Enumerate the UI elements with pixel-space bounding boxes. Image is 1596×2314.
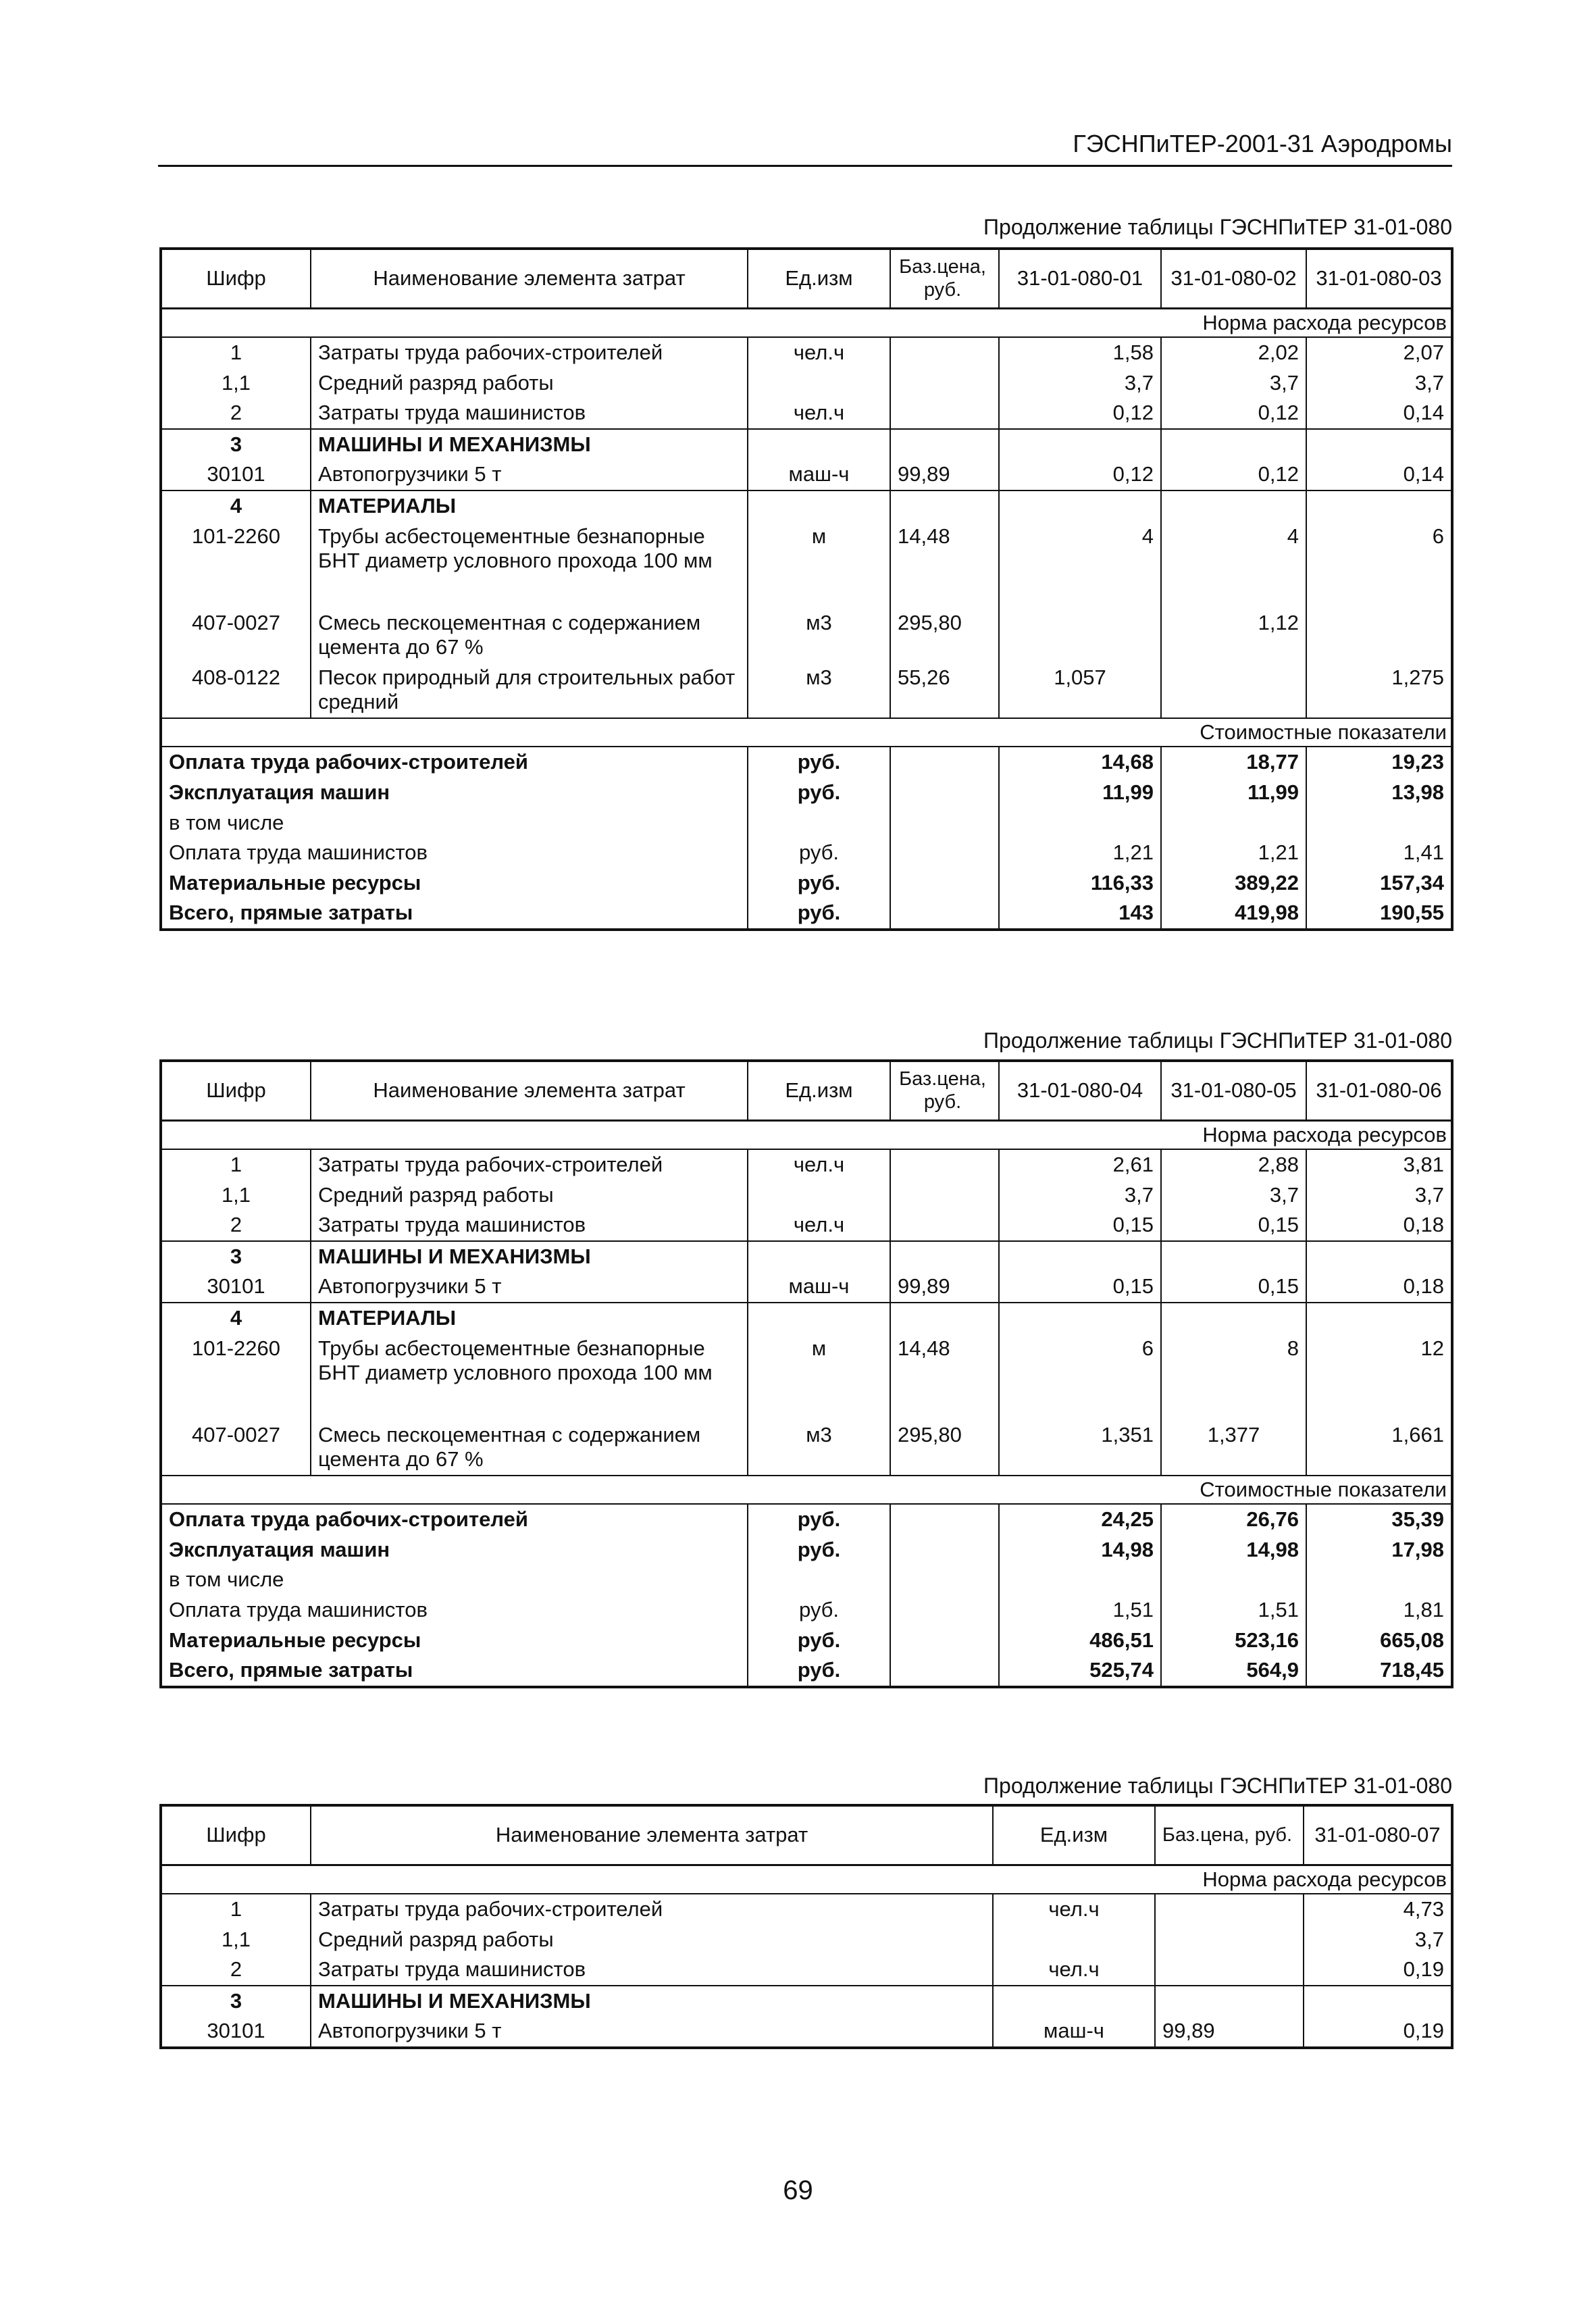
cost-label: Стоимостные показатели	[161, 718, 1452, 747]
row-value-2: 4	[1161, 522, 1306, 608]
row-value-1: 3,7	[1414, 1927, 1444, 1951]
row-value-3: 3,7	[1414, 1182, 1444, 1207]
row-code: 3	[161, 1241, 311, 1272]
cost-name: Эксплуатация машин	[161, 1535, 748, 1565]
cost-value-3: 190,55	[1380, 901, 1444, 925]
row-price	[1155, 1955, 1304, 1986]
row-code: 2	[161, 1210, 311, 1241]
row-value-2: 2,88	[1161, 1149, 1306, 1180]
row-value-2: 1,12	[1161, 608, 1306, 663]
cost-value-2: 1,21	[1161, 838, 1306, 868]
row-unit: м3	[748, 608, 890, 663]
cost-value-1: 24,25	[999, 1504, 1161, 1535]
cost-row	[161, 868, 1452, 899]
cost-value-1: 1,51	[999, 1595, 1161, 1626]
col-header-norm-6: 31-01-080-06	[1306, 1061, 1452, 1120]
cost-value-3: 19,23	[1391, 750, 1444, 774]
norm-label: Норма расхода ресурсов	[161, 1120, 1452, 1149]
row-value-2: 3,7	[1161, 368, 1306, 399]
cost-value-2: 1,51	[1161, 1595, 1306, 1626]
cost-value-3: 1,81	[1403, 1598, 1444, 1622]
row-name: Автопогрузчики 5 т	[311, 1272, 748, 1303]
cost-row	[161, 1535, 1452, 1565]
cost-row	[161, 1565, 1452, 1595]
norm-band-row	[161, 1120, 1452, 1149]
row-value-2	[1161, 663, 1306, 718]
row-value-2: 3,7	[1161, 1180, 1306, 1211]
row-value-2: 0,15	[1161, 1272, 1306, 1303]
row-value-3: 0,18	[1306, 1210, 1452, 1241]
cost-value-3: 718,45	[1380, 1658, 1444, 1682]
row-price	[890, 1180, 999, 1211]
row-value-3: 3,7	[1414, 370, 1444, 395]
cost-value-3: 13,98	[1391, 780, 1444, 805]
cost-row	[161, 838, 1452, 868]
row-value-3: 6	[1432, 524, 1444, 548]
col-header-unit: Ед.изм	[748, 249, 890, 308]
cost-name: в том числе	[161, 808, 748, 838]
row-unit: чел.ч	[748, 1149, 890, 1180]
col-header-norm-1: 31-01-080-01	[999, 249, 1161, 308]
cost-unit: руб.	[748, 838, 890, 868]
row-name: Затраты труда машинистов	[311, 1210, 748, 1241]
cost-unit: руб.	[748, 868, 890, 899]
table-header-row	[161, 1061, 1452, 1120]
row-unit: чел.ч	[748, 337, 890, 368]
cost-value-1: 525,74	[999, 1655, 1161, 1687]
row-price	[1155, 1925, 1304, 1955]
cost-unit: руб.	[748, 1655, 890, 1687]
row-code: 4	[161, 491, 311, 522]
cost-value-2: 523,16	[1161, 1626, 1306, 1656]
row-name: Средний разряд работы	[311, 368, 748, 399]
row-unit: м3	[748, 663, 890, 718]
row-price	[890, 368, 999, 399]
table-row	[161, 1334, 1452, 1420]
row-code: 1,1	[161, 1180, 311, 1211]
cost-band-row	[161, 1476, 1452, 1505]
row-unit	[748, 368, 890, 399]
row-value-1: 4,73	[1403, 1897, 1444, 1921]
section-row	[161, 1303, 1452, 1334]
row-price: 55,26	[890, 663, 999, 718]
row-code: 1	[161, 1894, 311, 1925]
row-value-1: 6	[999, 1334, 1161, 1420]
cost-band-row	[161, 718, 1452, 747]
cost-value-2: 11,99	[1161, 778, 1306, 808]
cost-value-3: 35,39	[1391, 1507, 1444, 1532]
row-unit	[748, 1180, 890, 1211]
cost-value-3: 1,41	[1403, 840, 1444, 865]
row-price: 295,80	[890, 1420, 999, 1476]
row-code: 408-0122	[161, 663, 311, 718]
row-name: Затраты труда рабочих-строителей	[311, 1149, 748, 1180]
row-value-1: 0,15	[999, 1272, 1161, 1303]
col-header-code: Шифр	[161, 249, 311, 308]
row-code: 407-0027	[161, 1420, 311, 1476]
row-code: 30101	[161, 1272, 311, 1303]
col-header-norm-4: 31-01-080-04	[999, 1061, 1161, 1120]
section-row	[161, 1986, 1452, 2017]
row-price	[890, 337, 999, 368]
row-name: Песок природный для строительных работ средний	[311, 663, 748, 718]
cost-value-2: 18,77	[1161, 747, 1306, 778]
cost-row	[161, 1504, 1452, 1535]
row-unit: м	[748, 522, 890, 608]
row-unit: чел.ч	[748, 398, 890, 429]
table-row	[161, 1210, 1452, 1241]
row-value-1	[999, 608, 1161, 663]
row-unit: чел.ч	[748, 1210, 890, 1241]
row-value-2: 0,12	[1161, 459, 1306, 491]
section-title: МАТЕРИАЛЫ	[311, 491, 748, 522]
table-row	[161, 1894, 1452, 1925]
row-price	[1155, 1894, 1304, 1925]
row-value-3: 3,81	[1403, 1153, 1444, 1177]
row-code: 1	[161, 337, 311, 368]
row-unit: маш-ч	[748, 1272, 890, 1303]
table-header-row	[161, 1805, 1452, 1865]
cost-name: Материальные ресурсы	[161, 868, 748, 899]
row-name: Затраты труда рабочих-строителей	[311, 1894, 993, 1925]
table-header-row	[161, 249, 1452, 308]
table-row	[161, 1149, 1452, 1180]
cost-value-1: 486,51	[999, 1626, 1161, 1656]
cost-value-2: 14,98	[1161, 1535, 1306, 1565]
row-name: Смесь пескоцементная с содержанием цемента до 67 %	[311, 1420, 748, 1476]
row-value-1: 3,7	[999, 368, 1161, 399]
cost-label: Стоимостные показатели	[161, 1476, 1452, 1505]
row-code: 30101	[161, 459, 311, 491]
row-value-3: 12	[1420, 1336, 1444, 1360]
table-row	[161, 1955, 1452, 1986]
row-value-3: 2,07	[1403, 341, 1444, 365]
col-header-code: Шифр	[161, 1061, 311, 1120]
row-name: Автопогрузчики 5 т	[311, 459, 748, 491]
row-unit	[993, 1925, 1155, 1955]
cost-row	[161, 808, 1452, 838]
cost-row	[161, 1595, 1452, 1626]
cost-value-2: 419,98	[1161, 898, 1306, 930]
section-title: МАТЕРИАЛЫ	[311, 1303, 748, 1334]
row-price	[890, 398, 999, 429]
row-price: 99,89	[890, 1272, 999, 1303]
row-value-3: 0,14	[1306, 398, 1452, 429]
table-row	[161, 522, 1452, 608]
row-name: Трубы асбестоцементные безнапорные БНТ диаметр условного прохода 100 мм	[311, 1334, 748, 1420]
row-code: 2	[161, 1955, 311, 1986]
row-value-1: 0,12	[999, 459, 1161, 491]
row-value-2: 8	[1161, 1334, 1306, 1420]
row-name: Смесь пескоцементная с содержанием цемента до 67 %	[311, 608, 748, 663]
cost-row	[161, 898, 1452, 930]
table-row	[161, 368, 1452, 399]
row-name: Автопогрузчики 5 т	[311, 2016, 993, 2048]
row-code: 101-2260	[161, 522, 311, 608]
resource-table-3	[159, 1804, 1453, 2049]
row-value-1: 1,351	[999, 1420, 1161, 1476]
norm-band-row	[161, 1865, 1452, 1894]
col-header-code: Шифр	[161, 1805, 311, 1865]
cost-value-3: 157,34	[1380, 870, 1444, 895]
row-name: Затраты труда машинистов	[311, 1955, 993, 1986]
col-header-name: Наименование элемента затрат	[311, 1061, 748, 1120]
cost-unit: руб.	[748, 1535, 890, 1565]
row-value-2: 1,377	[1161, 1420, 1306, 1476]
section-title: МАШИНЫ И МЕХАНИЗМЫ	[311, 429, 748, 460]
col-header-norm-7: 31-01-080-07	[1304, 1805, 1452, 1865]
row-price: 14,48	[890, 522, 999, 608]
cost-name: Всего, прямые затраты	[161, 898, 748, 930]
col-header-price: Баз.цена, руб.	[890, 249, 999, 308]
row-value-1: 1,58	[999, 337, 1161, 368]
cost-name: Материальные ресурсы	[161, 1626, 748, 1656]
cost-value-1: 1,21	[999, 838, 1161, 868]
table-row	[161, 2016, 1452, 2048]
cost-unit: руб.	[748, 747, 890, 778]
table-row	[161, 398, 1452, 429]
section-title: МАШИНЫ И МЕХАНИЗМЫ	[311, 1241, 748, 1272]
row-value-3: 1,275	[1391, 665, 1444, 689]
table-row	[161, 1272, 1452, 1303]
norm-label: Норма расхода ресурсов	[161, 1865, 1452, 1894]
table-row	[161, 663, 1452, 718]
resource-table-2	[159, 1059, 1453, 1688]
row-code: 30101	[161, 2016, 311, 2048]
row-price	[890, 1210, 999, 1241]
cost-name: Оплата труда рабочих-строителей	[161, 1504, 748, 1535]
row-unit: чел.ч	[993, 1894, 1155, 1925]
table-caption: Продолжение таблицы ГЭСНПиТЕР 31-01-080	[983, 1028, 1452, 1053]
row-code: 407-0027	[161, 608, 311, 663]
row-code: 3	[161, 1986, 311, 2017]
row-code: 2	[161, 398, 311, 429]
row-price: 295,80	[890, 608, 999, 663]
row-code: 1,1	[161, 368, 311, 399]
section-row	[161, 491, 1452, 522]
row-code: 3	[161, 429, 311, 460]
row-value-2: 0,12	[1161, 398, 1306, 429]
row-name: Трубы асбестоцементные безнапорные БНТ диаметр условного прохода 100 мм	[311, 522, 748, 608]
col-header-price: Баз.цена, руб.	[1155, 1805, 1304, 1865]
cost-row	[161, 1655, 1452, 1687]
col-header-name: Наименование элемента затрат	[311, 249, 748, 308]
row-value-1: 4	[999, 522, 1161, 608]
col-header-unit: Ед.изм	[748, 1061, 890, 1120]
row-value-1: 2,61	[999, 1149, 1161, 1180]
row-value-1: 0,15	[999, 1210, 1161, 1241]
row-value-1: 0,19	[1304, 1955, 1452, 1986]
row-price: 99,89	[1155, 2016, 1304, 2048]
row-unit: м	[748, 1334, 890, 1420]
resource-table-1	[159, 247, 1453, 931]
section-row	[161, 429, 1452, 460]
norm-band-row	[161, 308, 1452, 337]
row-price	[890, 1149, 999, 1180]
section-row	[161, 1241, 1452, 1272]
cost-value-1: 11,99	[999, 778, 1161, 808]
table-row	[161, 1180, 1452, 1211]
table-row	[161, 459, 1452, 491]
cost-name: Оплата труда машинистов	[161, 1595, 748, 1626]
table-row	[161, 1925, 1452, 1955]
row-price: 99,89	[890, 459, 999, 491]
cost-row	[161, 747, 1452, 778]
cost-value-1: 116,33	[999, 868, 1161, 899]
row-code: 1	[161, 1149, 311, 1180]
section-title: МАШИНЫ И МЕХАНИЗМЫ	[311, 1986, 993, 2017]
cost-value-1: 14,98	[999, 1535, 1161, 1565]
page-number: 69	[783, 2175, 813, 2205]
row-name: Средний разряд работы	[311, 1180, 748, 1211]
cost-value-1: 143	[999, 898, 1161, 930]
row-unit: маш-ч	[748, 459, 890, 491]
row-price: 14,48	[890, 1334, 999, 1420]
col-header-norm-5: 31-01-080-05	[1161, 1061, 1306, 1120]
cost-value-1: 14,68	[999, 747, 1161, 778]
row-name: Средний разряд работы	[311, 1925, 993, 1955]
col-header-unit: Ед.изм	[993, 1805, 1155, 1865]
row-value-3: 0,14	[1306, 459, 1452, 491]
cost-name: Оплата труда рабочих-строителей	[161, 747, 748, 778]
cost-unit: руб.	[748, 1504, 890, 1535]
norm-label: Норма расхода ресурсов	[161, 308, 1452, 337]
cost-value-2: 389,22	[1161, 868, 1306, 899]
document-title: ГЭСНПиТЕР-2001-31 Аэродромы	[1073, 130, 1452, 157]
cost-value-2: 26,76	[1161, 1504, 1306, 1535]
col-header-norm-2: 31-01-080-02	[1161, 249, 1306, 308]
table-row	[161, 1420, 1452, 1476]
cost-unit: руб.	[748, 778, 890, 808]
row-value-2: 2,02	[1161, 337, 1306, 368]
col-header-name: Наименование элемента затрат	[311, 1805, 993, 1865]
row-value-3	[1306, 608, 1452, 663]
table-row	[161, 337, 1452, 368]
col-header-price: Баз.цена, руб.	[890, 1061, 999, 1120]
row-value-3: 0,18	[1306, 1272, 1452, 1303]
cost-value-2: 564,9	[1161, 1655, 1306, 1687]
row-unit: м3	[748, 1420, 890, 1476]
row-value-2: 0,15	[1161, 1210, 1306, 1241]
row-unit: маш-ч	[993, 2016, 1155, 2048]
row-code: 1,1	[161, 1925, 311, 1955]
table-caption: Продолжение таблицы ГЭСНПиТЕР 31-01-080	[983, 215, 1452, 239]
row-value-1: 0,19	[1403, 2019, 1444, 2043]
row-value-1: 3,7	[999, 1180, 1161, 1211]
row-name: Затраты труда рабочих-строителей	[311, 337, 748, 368]
row-value-3: 1,661	[1391, 1422, 1444, 1447]
cost-unit: руб.	[748, 1595, 890, 1626]
cost-name: Всего, прямые затраты	[161, 1655, 748, 1687]
table-caption: Продолжение таблицы ГЭСНПиТЕР 31-01-080	[983, 1774, 1452, 1798]
cost-unit: руб.	[748, 898, 890, 930]
row-value-1: 0,12	[999, 398, 1161, 429]
cost-name: Оплата труда машинистов	[161, 838, 748, 868]
cost-row	[161, 778, 1452, 808]
row-value-1: 1,057	[999, 663, 1161, 718]
row-code: 101-2260	[161, 1334, 311, 1420]
row-code: 4	[161, 1303, 311, 1334]
page-header	[158, 130, 1452, 167]
cost-name: Эксплуатация машин	[161, 778, 748, 808]
cost-row	[161, 1626, 1452, 1656]
cost-value-3: 665,08	[1380, 1628, 1444, 1652]
cost-value-3: 17,98	[1391, 1537, 1444, 1561]
cost-name: в том числе	[161, 1565, 748, 1595]
table-row	[161, 608, 1452, 663]
cost-unit: руб.	[748, 1626, 890, 1656]
col-header-norm-3: 31-01-080-03	[1306, 249, 1452, 308]
row-name: Затраты труда машинистов	[311, 398, 748, 429]
row-unit: чел.ч	[993, 1955, 1155, 1986]
